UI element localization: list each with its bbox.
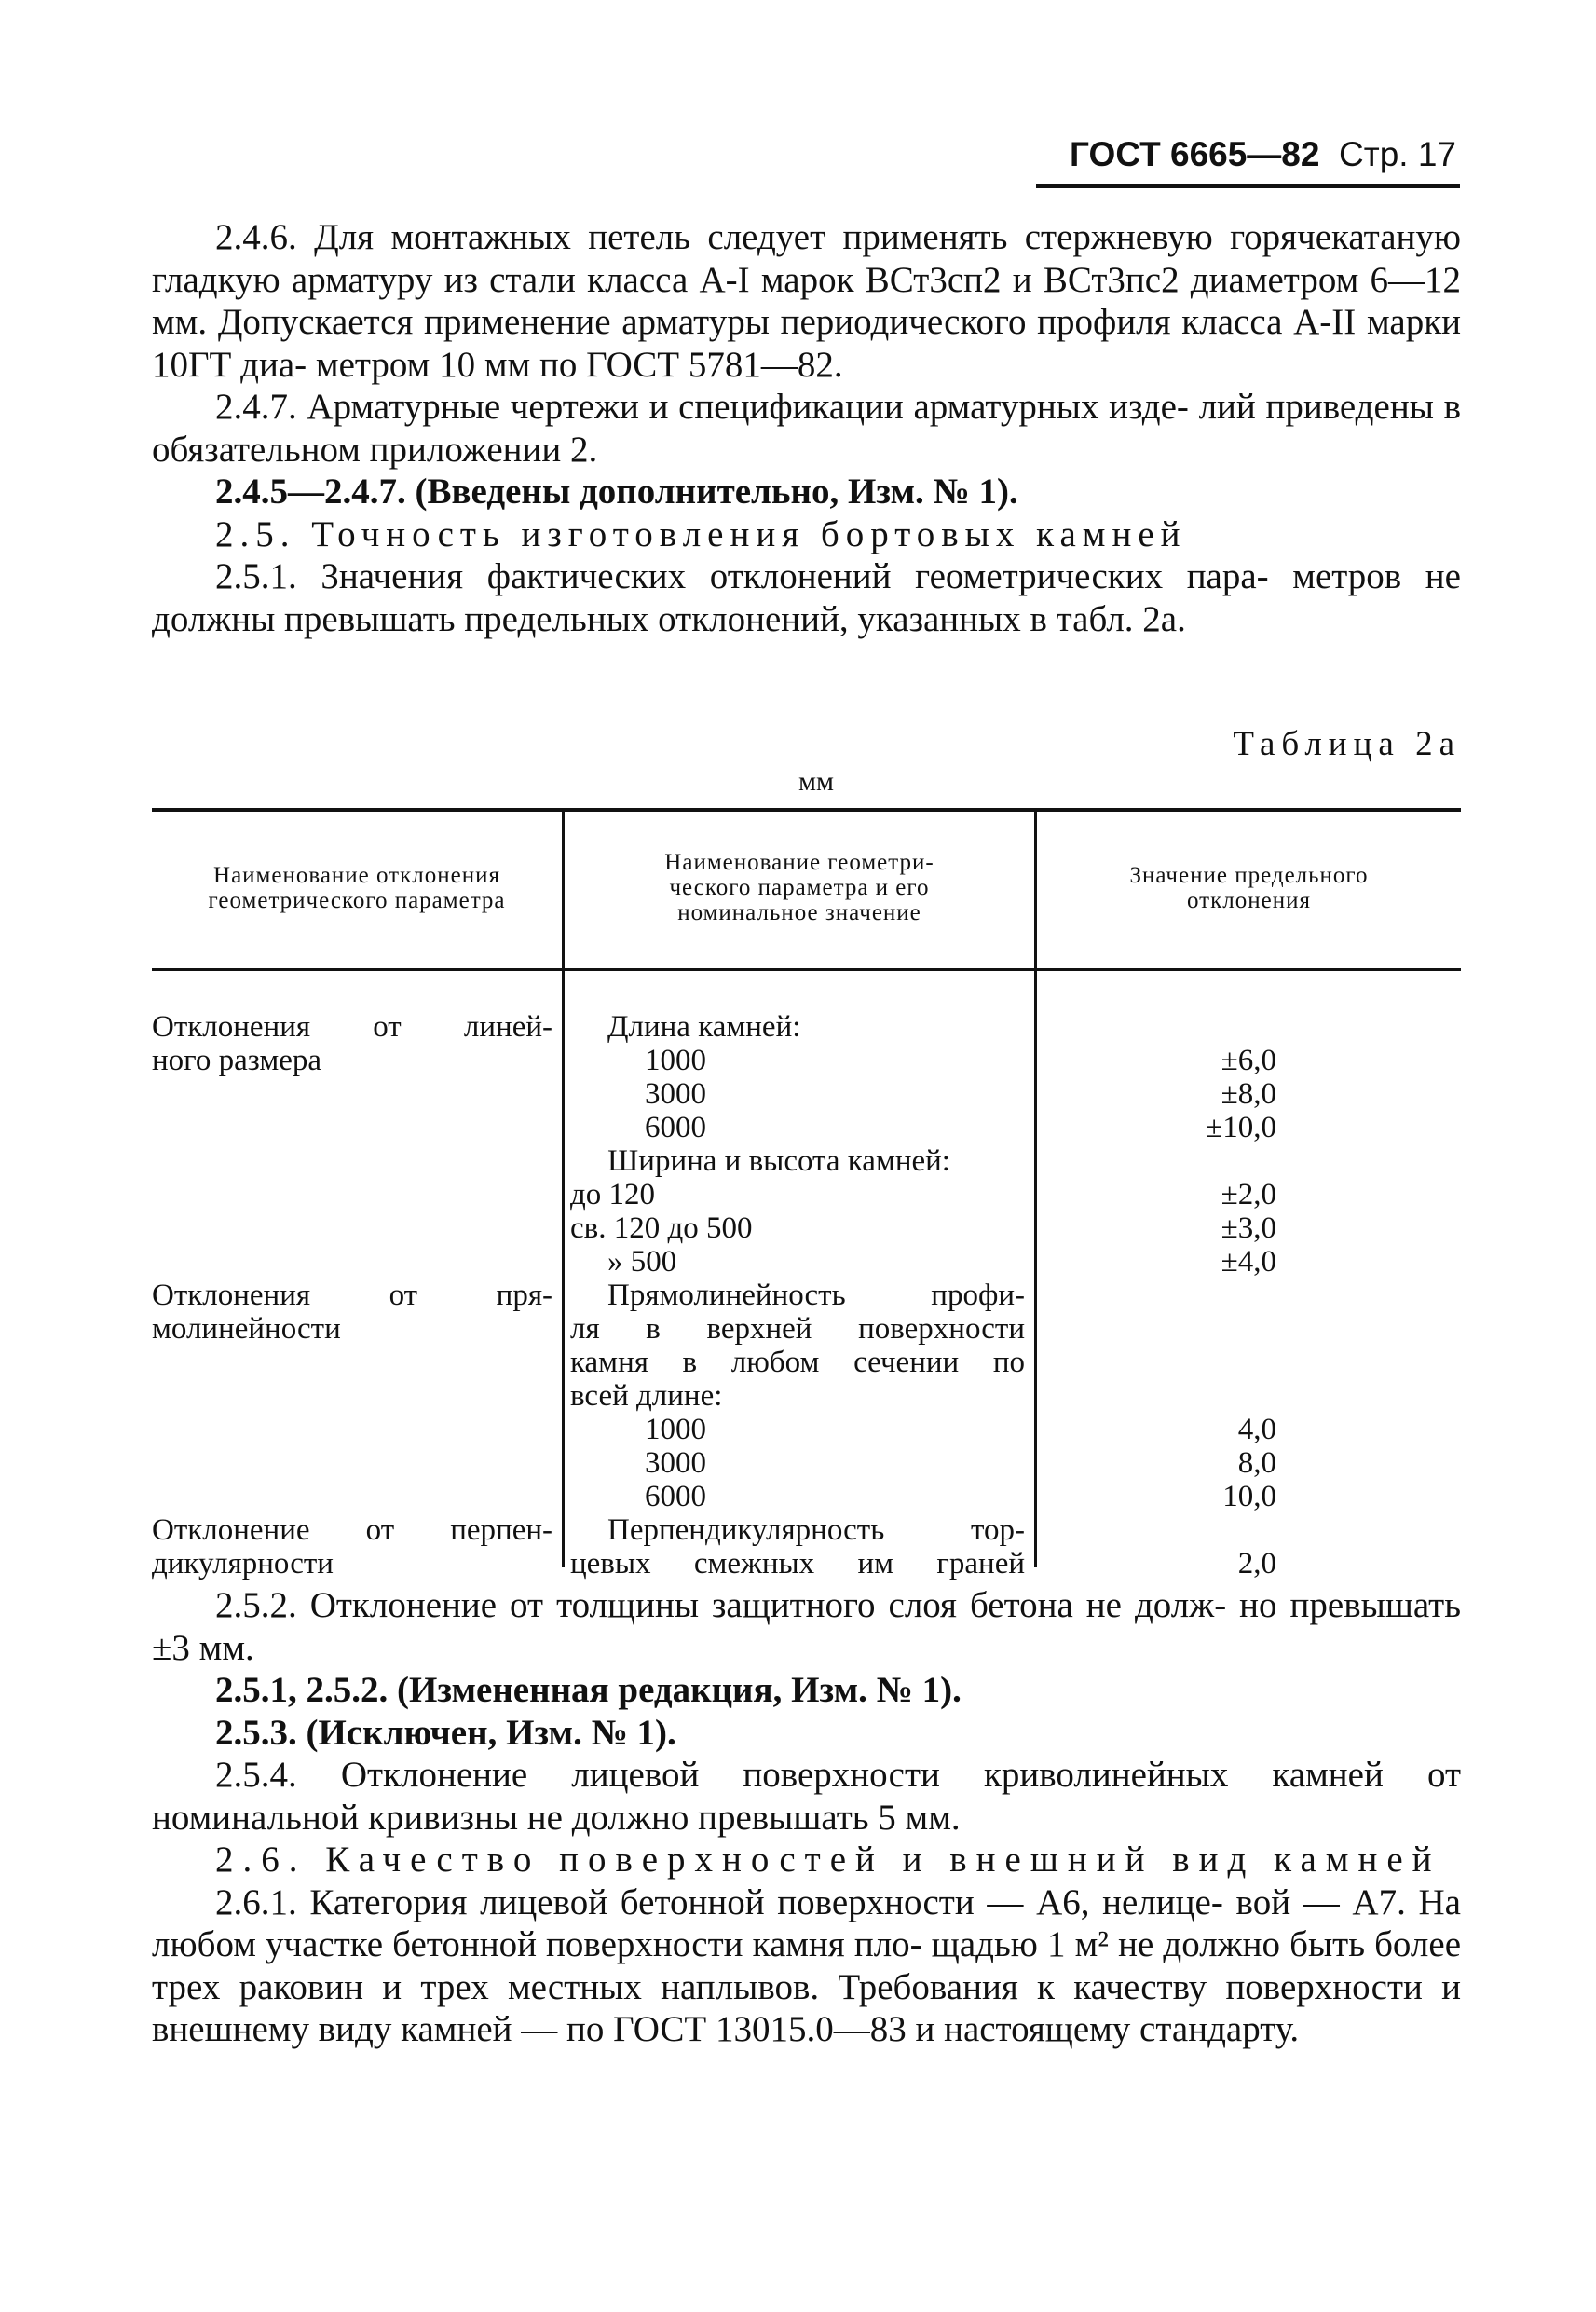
paragraph-2-4-7: 2.4.7. Арматурные чертежи и спецификации арматурных изде- лий приведены в обязательном приложении 2. — [152, 387, 1462, 470]
table-cell-value: 10,0 — [1222, 1480, 1276, 1513]
table-row-perpendicularity-label: цевых смежных им граней — [570, 1547, 1025, 1580]
table-row-value: » 500 — [607, 1245, 677, 1279]
table-row-value: 6000 — [645, 1480, 706, 1513]
paragraph-2-5-4: 2.5.4. Отклонение лицевой поверхности криволинейных камней от номинальной кривизны не должно превышать 5 мм. — [152, 1755, 1462, 1838]
table-row-value: 3000 — [645, 1446, 706, 1480]
table-unit: мм — [798, 766, 834, 797]
table-column-values-width — [1044, 1178, 1276, 1279]
intro-text — [152, 216, 1461, 640]
table-cell-straightness-deviation: Отклонения от пря- молинейности — [152, 1279, 552, 1346]
table-caption-block — [152, 724, 1461, 764]
paragraph-2-6-1: 2.6.1. Категория лицевой бетонной поверхности — А6, нелице- вой — А7. На любом участке бетонной поверхности камня пло- щадью 1 м² не должно быть более трех раковин и трех местных наплывов. Требования к качеству поверхности и внешнему виду камней — по ГОСТ 13015.0—83 и настоящему стандарту. — [152, 1881, 1462, 2049]
table-cell-value: ±4,0 — [1221, 1245, 1276, 1279]
paragraph-2-5-1: 2.5.1. Значения фактических отклонений геометрических пара- метров не должны превышать предельных отклонений, указанных в табл. 2а. — [152, 556, 1461, 639]
table-column-values-length — [1044, 1044, 1276, 1144]
table-header-rule — [152, 968, 1461, 971]
amendment-note-2-4-5: 2.4.5—2.4.7. (Введены дополнительно, Изм. № 1). — [215, 472, 1018, 512]
table-cell-linear-deviation: Отклонения от линей- ного размера — [152, 1010, 552, 1077]
paragraph-2-5-2: 2.5.2. Отклонение от толщины защитного слоя бетона не долж- но превышать ±3 мм. — [152, 1585, 1461, 1668]
table-row-straightness-label: камня в любом сечении по — [570, 1346, 1025, 1379]
paragraph-2-4-6: 2.4.6. Для монтажных петель следует применять стержневую горячекатаную гладкую арматуру из стали класса А-I марок ВСт3сп2 и ВСт3пс2 диаметром 6—12 мм. Допускается применение арматуры периодического профиля класса А-II марки 10ГТ диа- метром 10 мм по ГОСТ 5781—82. — [152, 217, 1462, 385]
table-column-values-straightness — [1044, 1413, 1276, 1513]
table-cell-value: 8,0 — [1237, 1446, 1276, 1480]
page-number: Стр. 17 — [1339, 135, 1456, 173]
page-header — [1070, 135, 1456, 174]
table-row-value: 1000 — [645, 1044, 706, 1077]
table-cell-value: ±3,0 — [1221, 1211, 1276, 1245]
table-header-col3: Значение предельного отклонения — [1129, 863, 1369, 913]
table-row-straightness-label: всей длине: — [570, 1379, 723, 1413]
table-cell-value: 2,0 — [1237, 1547, 1276, 1580]
table-header-col2: Наименование геометри- ческого параметра и его номинальное значение — [664, 850, 934, 925]
table-header-col1: Наименование отклонения геометрического параметра — [208, 863, 506, 913]
table-top-rule — [152, 808, 1461, 812]
section-heading-2-5: 2.5. Точность изготовления бортовых камней — [215, 513, 1187, 554]
gost-number: ГОСТ 6665—82 — [1070, 135, 1320, 173]
table-column-values-perpendicularity — [1044, 1547, 1276, 1580]
header-rule — [1036, 184, 1460, 188]
table-cell-value: ±8,0 — [1221, 1077, 1276, 1111]
table-col-divider-2-body — [1034, 971, 1037, 1567]
table-col-divider-1-body — [562, 971, 565, 1567]
table-row-straightness-label: ля в верхней поверхности — [570, 1312, 1025, 1346]
table-column-parameters — [570, 1010, 1025, 1580]
table-row-perpendicularity-label: Перпендикулярность тор- — [607, 1513, 1025, 1547]
table-row-width-label: Ширина и высота камней: — [607, 1144, 950, 1178]
outro-text — [152, 1584, 1461, 2051]
table-row-value: св. 120 до 500 — [570, 1211, 753, 1245]
table-cell-perpendicularity-deviation: Отклонение от перпен- дикулярности — [152, 1513, 552, 1580]
amendment-note-2-5-3: 2.5.3. (Исключен, Изм. № 1). — [215, 1712, 676, 1753]
section-heading-2-6: 2.6. Качество поверхностей и внешний вид камней — [215, 1840, 1441, 1880]
table-row-value: 3000 — [645, 1077, 706, 1111]
table-caption: Таблица 2а — [1233, 725, 1461, 763]
table-row-straightness-label: Прямолинейность профи- — [607, 1279, 1025, 1312]
table-row-value: до 120 — [570, 1178, 656, 1211]
table-row-value: 6000 — [645, 1111, 706, 1144]
table-cell-value: ±2,0 — [1221, 1178, 1276, 1211]
table-row-length-label: Длина камней: — [607, 1010, 801, 1044]
table-row-value: 1000 — [645, 1413, 706, 1446]
amendment-note-2-5-1: 2.5.1, 2.5.2. (Измененная редакция, Изм. № 1). — [215, 1670, 962, 1710]
table-cell-value: ±6,0 — [1221, 1044, 1276, 1077]
table-cell-value: 4,0 — [1237, 1413, 1276, 1446]
table-cell-value: ±10,0 — [1206, 1111, 1276, 1144]
